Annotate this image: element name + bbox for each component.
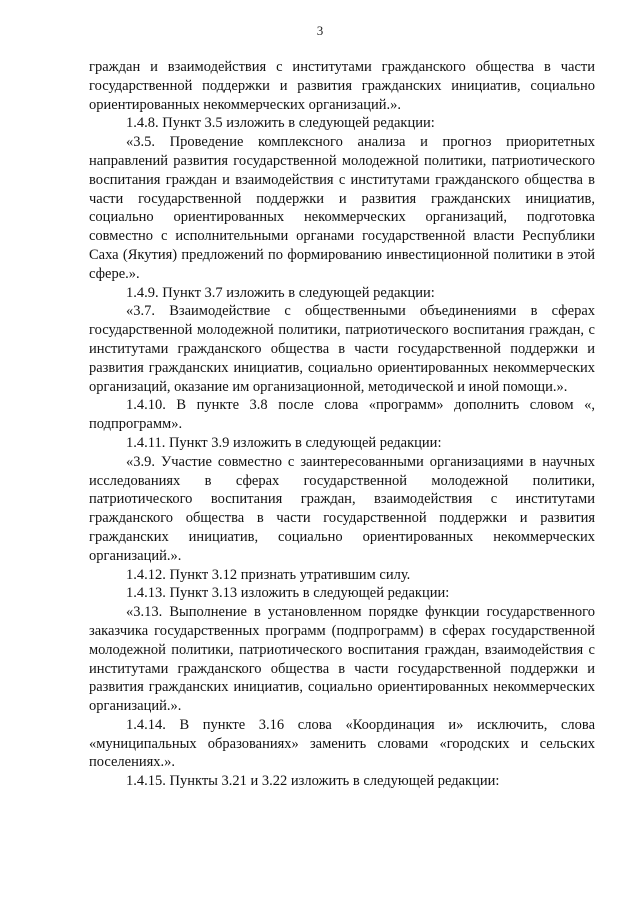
quote-3-13: «3.13. Выполнение в установленном порядке функции государственного заказчика государственных программ (подпрограмм) в сферах государственной молодежной политики, патриотического воспитания граждан, взаимодействия с институтами гражданского общества в части государственной поддержки и развития гражданских инициатив, социально ориентированных некоммерческих организаций.». xyxy=(89,604,595,715)
paragraph-1-4-15: 1.4.15. Пункты 3.21 и 3.22 изложить в следующей редакции: xyxy=(126,773,500,790)
paragraph-1-4-14: 1.4.14. В пункте 3.16 слова «Координация и» исключить, слова «муниципальных образованиях» заменить словами «городских и сельских поселениях.». xyxy=(89,716,595,771)
quote-3-7: «3.7. Взаимодействие с общественными объединениями в сферах государственной молодежной политики, патриотического воспитания граждан, с институтами гражданского общества в части государственной поддержки и развития гражданских инициатив, социально ориентированных некоммерческих организаций, оказание им организационной, методической и иной помощи.». xyxy=(89,303,595,395)
quote-3-5: «3.5. Проведение комплексного анализа и прогноз приоритетных направлений развития государственной молодежной политики, патриотического воспитания граждан и взаимодействия с институтами гражданского общества в части государственной поддержки и развития гражданских инициатив, социально ориентированных некоммерческих организаций, подготовка совместно с исполнительными органами государственной власти Республики Саха (Якутия) предложений по формированию инвестиционной политики в этой сфере.». xyxy=(89,134,595,282)
paragraph-continuation: граждан и взаимодействия с институтами гражданского общества в части государственной поддержки и развития гражданских инициатив, социально ориентированных некоммерческих организаций.». xyxy=(89,59,595,113)
paragraph-1-4-8: 1.4.8. Пункт 3.5 изложить в следующей редакции: xyxy=(126,115,435,132)
paragraph-1-4-11: 1.4.11. Пункт 3.9 изложить в следующей редакции: xyxy=(126,434,442,451)
document-body xyxy=(89,58,595,791)
paragraph-1-4-10: 1.4.10. В пункте 3.8 после слова «программ» дополнить словом «, подпрограмм». xyxy=(89,397,595,433)
paragraph-1-4-9: 1.4.9. Пункт 3.7 изложить в следующей редакции: xyxy=(126,284,435,301)
quote-3-9: «3.9. Участие совместно с заинтересованными организациями в научных исследованиях в сферах государственной молодежной политики, патриотического воспитания граждан, взаимодействия с институтами гражданского общества в части государственной поддержки и развития гражданских инициатив, социально ориентированных некоммерческих организаций.». xyxy=(89,453,595,564)
page-number: 3 xyxy=(316,23,324,38)
paragraph-1-4-12: 1.4.12. Пункт 3.12 признать утратившим силу. xyxy=(126,566,411,583)
paragraph-1-4-13: 1.4.13. Пункт 3.13 изложить в следующей редакции: xyxy=(126,585,450,602)
